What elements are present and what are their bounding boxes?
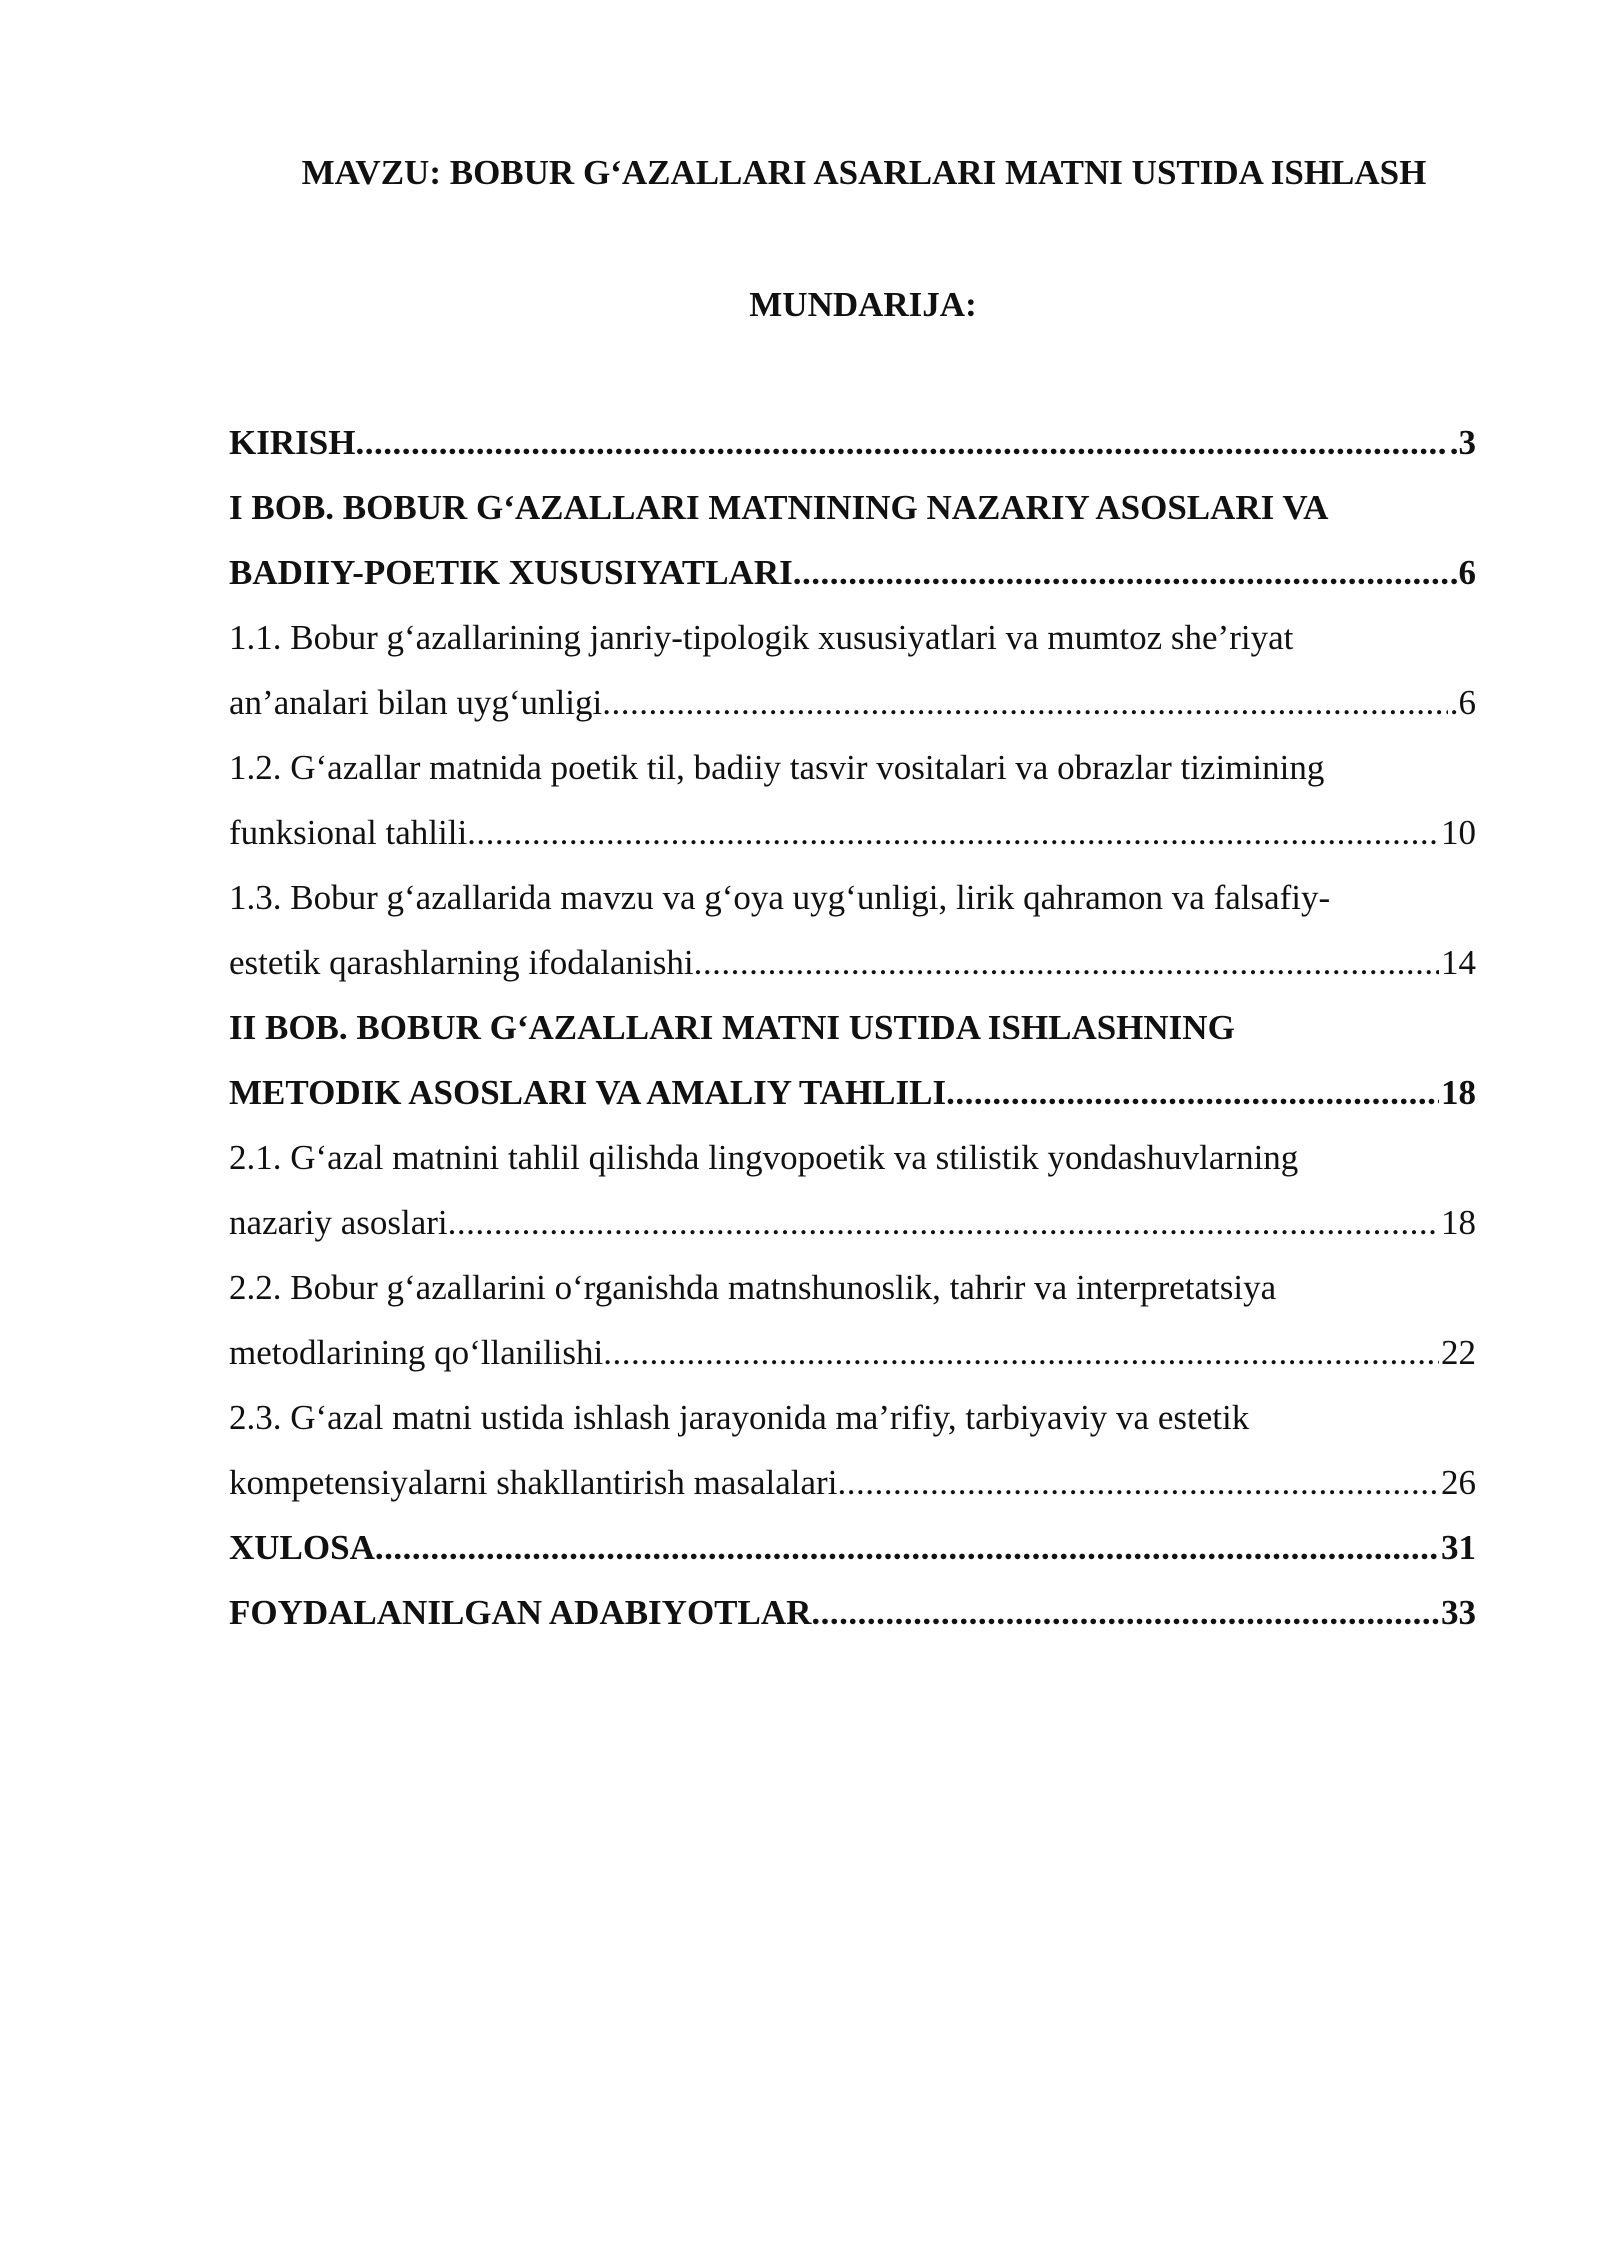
dot-leader: [946, 1060, 1439, 1125]
toc-entry-leader-line: [229, 1190, 1476, 1255]
toc-page-number: 14: [1441, 943, 1476, 982]
toc-entry-title-line: 1.1. Bobur g‘azallarining janriy-tipologik xususiyatlari va mumtoz she’riyat: [229, 618, 1294, 657]
toc-entry-title-line: 2.1. G‘azal matnini tahlil qilishda lingvopoetik va stilistik yondashuvlarning: [229, 1138, 1299, 1177]
toc-entry-leader-line: [229, 1060, 1476, 1125]
toc-entry: [229, 1515, 1476, 1580]
dot-leader: [837, 1450, 1439, 1515]
toc-entry-title-line: kompetensiyalarni shakllantirish masalalari: [229, 1463, 838, 1502]
toc-entry: [229, 1385, 1476, 1515]
toc-entry-title-line: estetik qarashlarning ifodalanishi: [229, 943, 694, 982]
dot-leader: [603, 1320, 1439, 1385]
toc-entry-title-line: FOYDALANILGAN ADABIYOTLAR: [229, 1593, 812, 1632]
dot-leader: [793, 540, 1448, 605]
dot-leader: [448, 1190, 1439, 1255]
toc-entry: [229, 1125, 1476, 1255]
toc-page-number: .6: [1449, 553, 1476, 592]
toc-page-number: 18: [1441, 1203, 1476, 1242]
toc-entry-leader-line: [229, 1320, 1476, 1385]
toc-entry-leader-line: [229, 670, 1476, 735]
dot-leader: [467, 800, 1439, 865]
toc-entry-title-line: XULOSA: [229, 1528, 375, 1567]
toc-page-number: 33: [1441, 1593, 1476, 1632]
toc-entry: [229, 410, 1476, 475]
dot-leader: [694, 930, 1439, 995]
table-of-contents: [229, 410, 1476, 1645]
toc-entry: [229, 995, 1476, 1125]
toc-entry-title-line: 1.2. G‘azallar matnida poetik til, badiiy tasvir vositalari va obrazlar tizimining: [229, 748, 1325, 787]
toc-entry-title-line: nazariy asoslari: [229, 1203, 448, 1242]
dot-leader: [355, 410, 1447, 475]
toc-heading: MUNDARIJA:: [749, 285, 977, 324]
toc-entry: [229, 1580, 1476, 1645]
toc-entry: [229, 475, 1476, 605]
toc-entry-title-line: 1.3. Bobur g‘azallarida mavzu va g‘oya uyg‘unligi, lirik qahramon va falsafiy-: [229, 878, 1331, 917]
toc-page-number: 26: [1441, 1463, 1476, 1502]
dot-leader: [375, 1515, 1439, 1580]
toc-entry-leader-line: [229, 1515, 1476, 1580]
dot-leader: [811, 1580, 1439, 1645]
toc-entry-leader-line: [229, 540, 1476, 605]
toc-entry-title-line: I BOB. BOBUR G‘AZALLARI MATNINING NAZARIY ASOSLARI VA: [229, 488, 1329, 527]
document-title: MAVZU: BOBUR G‘AZALLARI ASARLARI MATNI USTIDA ISHLASH: [301, 153, 1427, 192]
dot-leader: [602, 670, 1448, 735]
toc-entry-title-line: II BOB. BOBUR G‘AZALLARI MATNI USTIDA ISHLASHNING: [229, 1008, 1235, 1047]
toc-entry-title-line: BADIIY-POETIK XUSUSIYATLARI: [229, 553, 793, 592]
toc-page-number: .3: [1449, 423, 1476, 462]
toc-entry-title-line: an’analari bilan uyg‘unligi: [229, 683, 603, 722]
toc-entry: [229, 1255, 1476, 1385]
toc-entry: [229, 865, 1476, 995]
toc-entry-leader-line: [229, 800, 1476, 865]
toc-entry-title-line: METODIK ASOSLARI VA AMALIY TAHLILI: [229, 1073, 947, 1112]
toc-entry-leader-line: [229, 410, 1476, 475]
toc-page-number: 22: [1441, 1333, 1476, 1372]
toc-page-number: 18: [1441, 1073, 1476, 1112]
toc-entry-leader-line: [229, 930, 1476, 995]
toc-entry-title-line: 2.2. Bobur g‘azallarini o‘rganishda matnshunoslik, tahrir va interpretatsiya: [229, 1268, 1277, 1307]
toc-page-number: 31: [1441, 1528, 1476, 1567]
toc-entry-title-line: KIRISH: [229, 423, 356, 462]
toc-entry-leader-line: [229, 1580, 1476, 1645]
toc-page-number: 10: [1441, 813, 1476, 852]
toc-entry-title-line: funksional tahlili: [229, 813, 468, 852]
toc-entry-title-line: metodlarining qo‘llanilishi: [229, 1333, 604, 1372]
toc-entry: [229, 735, 1476, 865]
toc-entry: [229, 605, 1476, 735]
toc-entry-leader-line: [229, 1450, 1476, 1515]
toc-entry-title-line: 2.3. G‘azal matni ustida ishlash jarayonida ma’rifiy, tarbiyaviy va estetik: [229, 1398, 1250, 1437]
toc-page-number: .6: [1449, 683, 1476, 722]
